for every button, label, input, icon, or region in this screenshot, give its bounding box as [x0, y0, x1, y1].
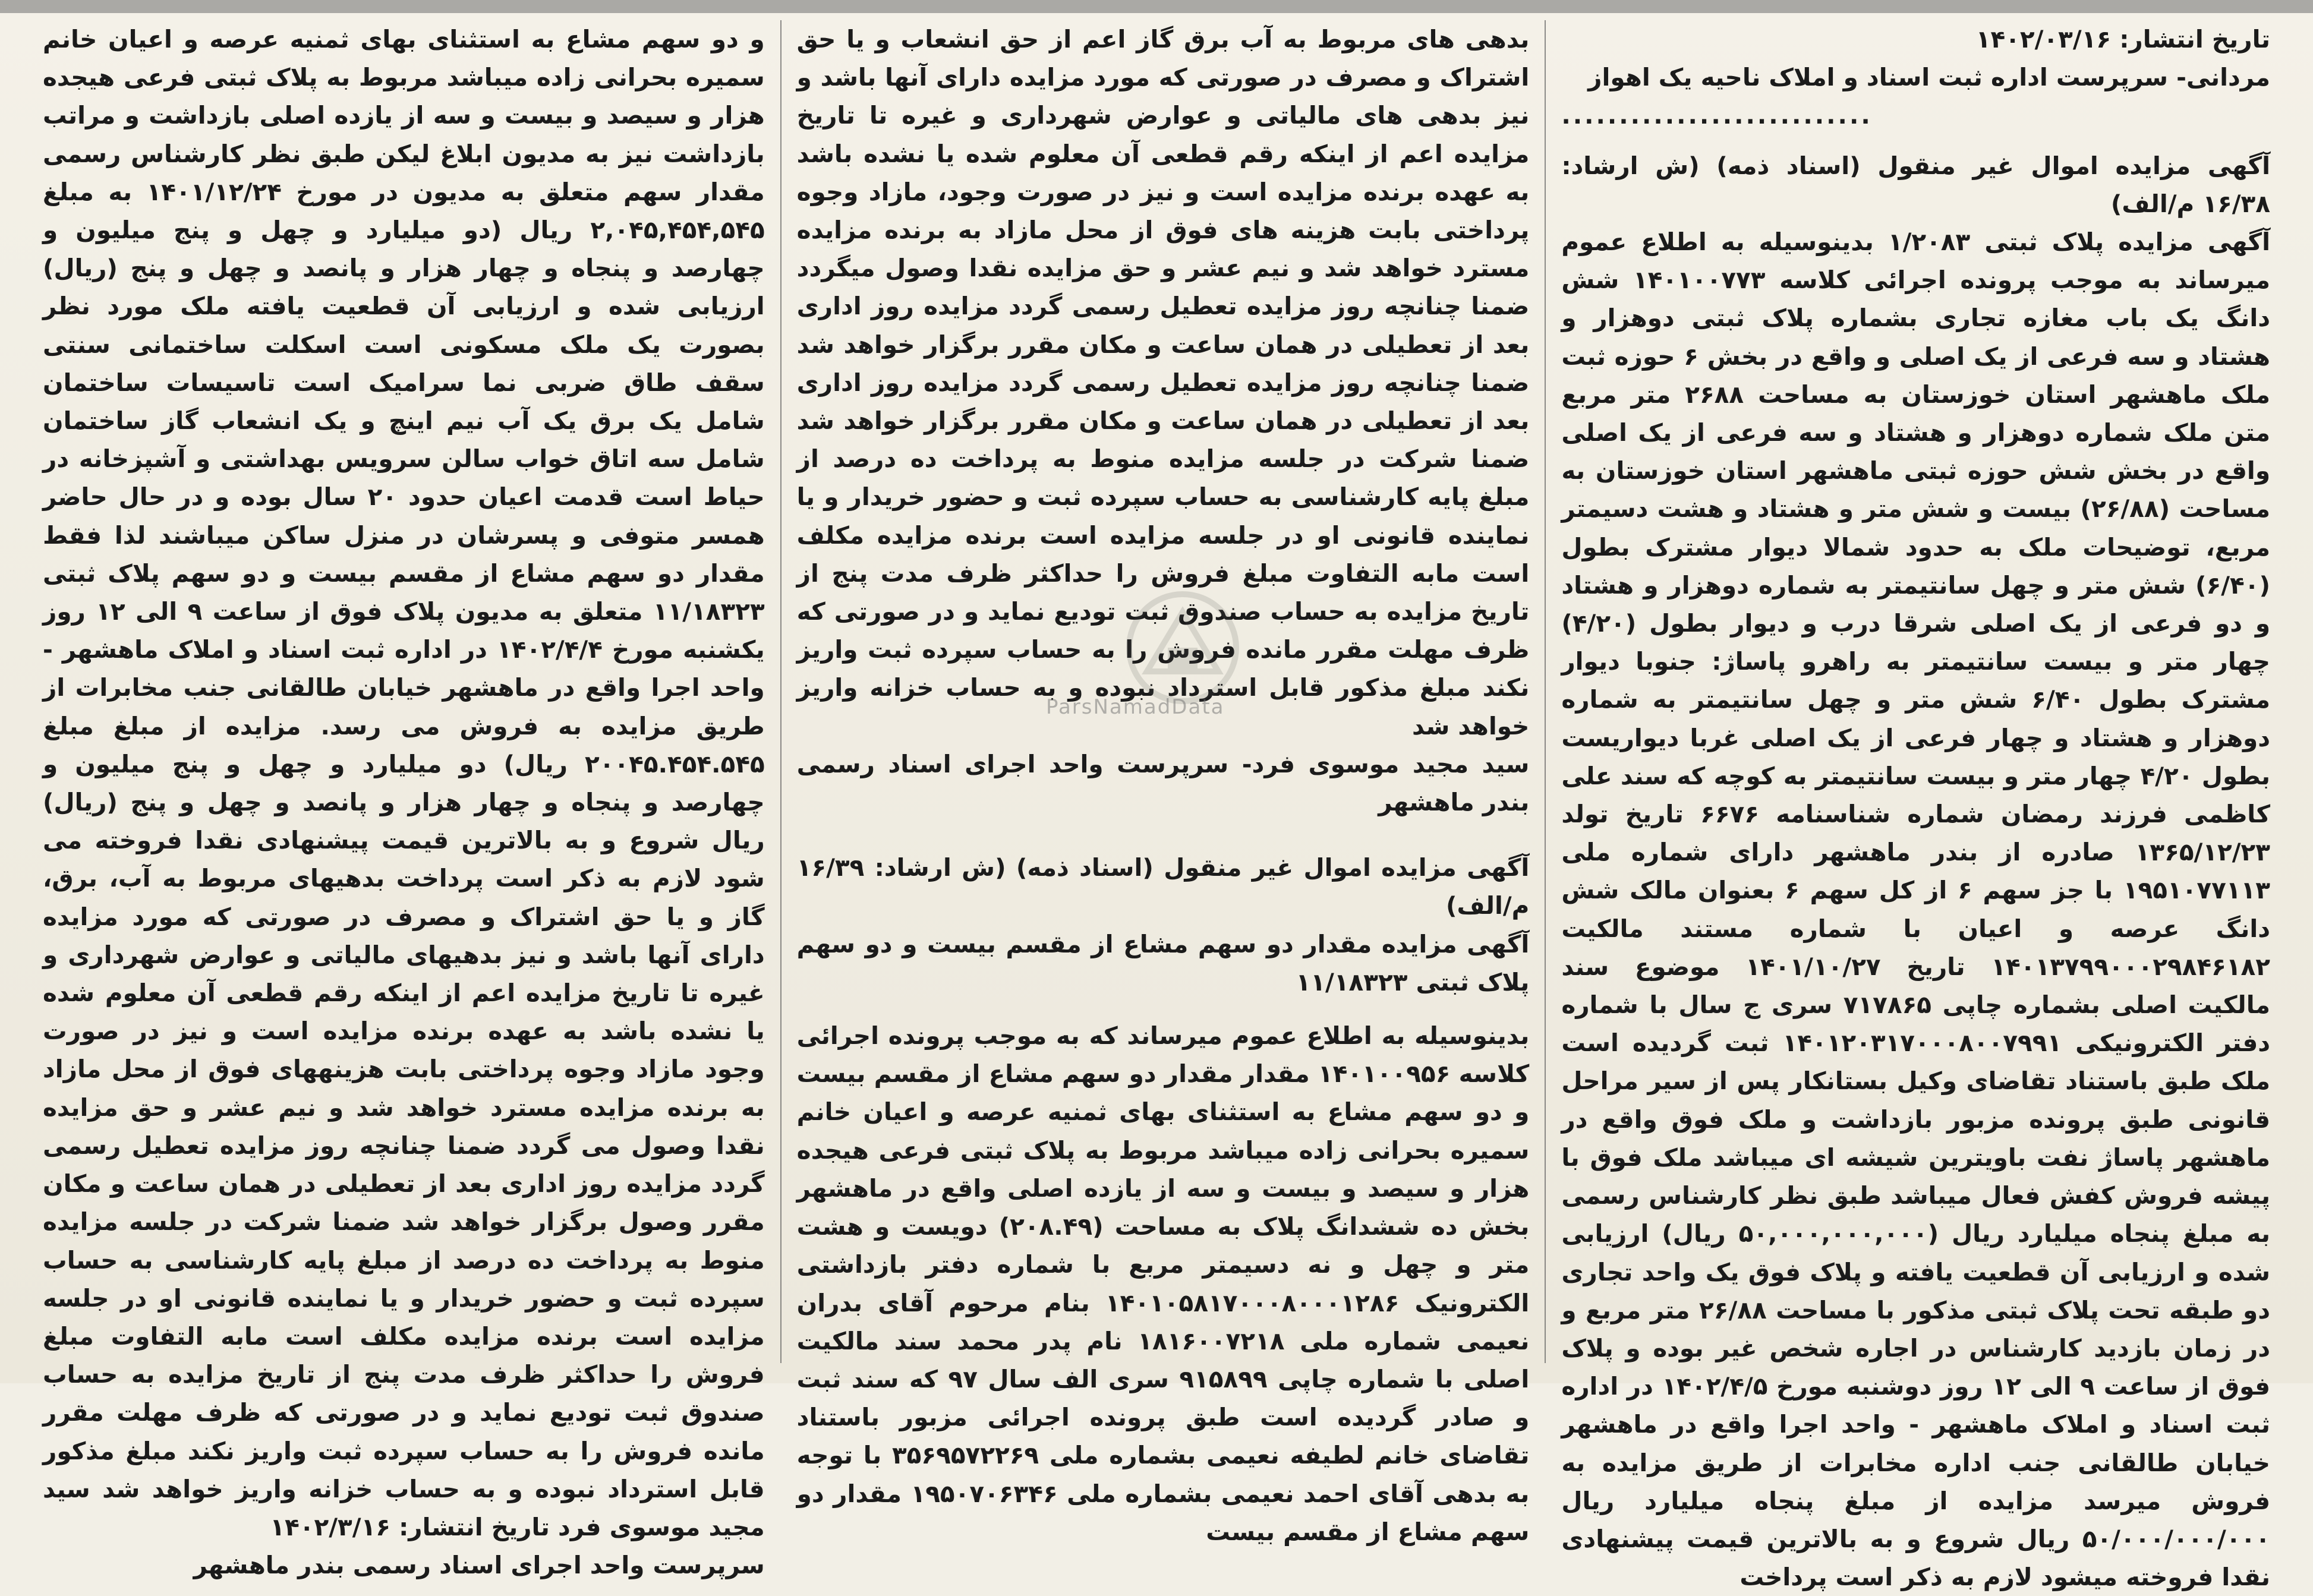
columns	[27, 20, 2286, 1592]
signer-ahvaz: مردانی- سرپرست اداره ثبت اسناد و املاک ناحیه یک اهواز	[1588, 63, 2270, 92]
watermark-text: ParsNamadData	[1046, 695, 1225, 719]
notice-heading-1: آگهی مزایده اموال غیر منقول (اسناد ذمه) (ش ارشاد: ۱۶/۳۸ م/الف)	[1561, 151, 2270, 218]
notice-heading-2: آگهی مزایده اموال غیر منقول (اسناد ذمه) (ش ارشاد: ۱۶/۳۹ م/الف)	[796, 853, 1530, 920]
notice-body-2-continued: و دو سهم مشاع به استثنای بهای ثمنیه عرصه و اعیان خانم سمیره بحرانی زاده میباشد مربوط به پلاک ثبتی فرعی هیجده هزار و سیصد و بیست و سه از یازده اصلی بازداشت و مراتب بازداشت نیز به مدیون ابلاغ لیکن طبق نظر کارشناس رسمی مقدار سهم متعلق به مدیون در مورخ ۱۴۰۱/۱۲/۲۴ به مبلغ ۲,۰۴۵,۴۵۴,۵۴۵ ریال (دو میلیارد و چهل و پنج میلیون و چهارصد و پنجاه و چهار هزار و پانصد و چهل و پنج (ریال) ارزیابی شده و ارزیابی آن قطعیت یافته ملک مورد نظر بصورت یک ملک مسکونی است اسکلت ساختمانی سنتی سقف طاق ضربی نما سرامیک است تاسیسات ساختمان شامل یک برق یک آب نیم اینچ و یک انشعاب گاز ساختمان شامل سه اتاق خواب سالن سرویس بهداشتی و آشپزخانه در حیاط است قدمت اعیان حدود ۲۰ سال بوده و در حال حاضر همسر متوفی و پسرشان در منزل ساکن میباشند لذا فقط مقدار دو سهم مشاع از مقسم بیست و دو سهم پلاک ثبتی ۱۱/۱۸۳۲۳ متعلق به مدیون پلاک فوق از ساعت ۹ الی ۱۲ روز یکشنبه مورخ ۱۴۰۲/۴/۴ در اداره ثبت اسناد و املاک ماهشهر - واحد اجرا واقع در ماهشهر خیابان طالقانی جنب مخابرات از طریق مزایده به فروش می رسد. مزایده از مبلغ مبلغ ۲۰۰۴۵.۴۵۴.۵۴۵ ریال) دو میلیارد و چهل و پنج میلیون و چهارصد و پنجاه و چهار هزار و پانصد و چهل و پنج (ریال) ریال شروع و به بالاترین قیمت پیشنهادی نقدا فروخته می شود لازم به ذکر است پرداخت بدهیهای مربوط به آب، برق، گاز و یا حق اشتراک و مصرف در صورتی که مورد مزایده دارای آنها باشد و نیز بدهیهای مالیاتی و عوارض شهرداری و غیره تا تاریخ مزایده اعم از اینکه رقم قطعی آن معلوم شده یا نشده باشد به عهده برنده مزایده است و نیز در صورت وجود مازاد وجوه پرداختی بابت هزینههای فوق از محل مازاد به برنده مزایده مسترد خواهد شد و نیم عشر و حق مزایده نقدا وصول می گردد ضمنا چنانچه روز مزایده تعطیل رسمی گردد مزایده روز اداری بعد از تعطیلی در همان ساعت و مکان مقرر وصول برگزار خواهد شد ضمنا شرکت در جلسه مزایده منوط به پرداخت ده درصد از مبلغ پایه کارشناسی به حساب سپرده ثبت و حضور خریدار و یا نماینده قانونی او در جلسه مزایده است برنده مزایده مکلف است مابه التفاوت مبلغ فروش را حداکثر ظرف مدت پنج از تاریخ مزایده به حساب صندوق ثبت تودیع نماید و در صورتی که ظرف مهلت مقرر مانده فروش را به حساب سپرده ثبت واریز نکند مبلغ مذکور قابل استرداد نبوده و به حساب خزانه واریز خواهد شد سید مجید موسوی فرد تاریخ انتشار: ۱۴۰۲/۳/۱۶	[43, 25, 765, 1541]
signer-mahshahr-2: سرپرست واحد اجرای اسناد رسمی بندر ماهشهر	[193, 1551, 765, 1580]
spacer	[797, 821, 1530, 837]
scan-edge	[0, 0, 2313, 13]
column-divider	[1545, 20, 1546, 1363]
column-right	[1546, 20, 2286, 1592]
notice-body-2: بدینوسیله به اطلاع عموم میرساند که به موجب پرونده اجرائی کلاسه ۱۴۰۱۰۰۹۵۶ مقدار مقدار دو سهم مشاع از مقسم بیست و دو سهم مشاع به استثنای بهای ثمنیه عرصه و اعیان خانم سمیره بحرانی زاده میباشد مربوط به پلاک ثبتی فرعی هیجده هزار و سیصد و بیست و سه از یازده اصلی واقع در ماهشهر بخش ده ششدانگ پلاک به مساحت (۲۰۸.۴۹) دویست و هشت متر و چهل و نه دسیمتر مربع با شماره دفتر بازداشتی الکترونیک ۱۴۰۱۰۵۸۱۷۰۰۰۸۰۰۰۱۲۸۶ بنام مرحوم آقای بدران نعیمی شماره ملی ۱۸۱۶۰۰۷۲۱۸ نام پدر محمد سند مالکیت اصلی با شماره چاپی ۹۱۵۸۹۹ سری الف سال ۹۷ که سند ثبت و صادر گردیده است طبق پرونده اجرائی مزبور باستناد تقاضای خانم لطیفه نعیمی بشماره ملی ۳۵۶۹۵۷۲۲۶۹ با توجه به بدهی آقای احمد نعیمی بشماره ملی ۱۹۵۰۷۰۶۳۴۶ مقدار دو سهم مشاع از مقسم بیست	[796, 1021, 1530, 1546]
signer-mahshahr: سید مجید موسوی فرد- سرپرست واحد اجرای اسناد رسمی بندر ماهشهر	[796, 749, 1530, 817]
notice-subheading-2: آگهی مزایده مقدار دو سهم مشاع از مقسم بیست و دو سهم پلاک ثبتی ۱۱/۱۸۳۲۳	[796, 929, 1530, 996]
notice-body-1-continued: بدهی های مربوط به آب برق گاز اعم از حق انشعاب و یا حق اشتراک و مصرف در صورتی که مورد مزایده دارای آنها باشد و نیز بدهی های مالیاتی و عوارض شهرداری و غیره تا تاریخ مزایده اعم از اینکه رقم قطعی آن معلوم شده یا نشده باشد به عهده برنده مزایده است و نیز در صورت وجود، مازاد وجوه پرداختی بابت هزینه های فوق از محل مازاد به برنده مزایده مسترد خواهد شد و نیم عشر و حق مزایده نقدا وصول میگردد ضمنا چنانچه روز مزایده تعطیل رسمی گردد مزایده روز اداری بعد از تعطیلی در همان ساعت و مکان مقرر برگزار خواهد شد ضمنا چنانچه روز مزایده تعطیل رسمی گردد مزایده روز اداری بعد از تعطیلی در همان ساعت و مکان مقرر برگزار خواهد شد ضمنا شرکت در جلسه مزایده منوط به پرداخت ده درصد از مبلغ پایه کارشناسی به حساب سپرده ثبت و حضور خریدار و یا نماینده قانونی او در جلسه مزایده است برنده مزایده مکلف است مابه التفاوت مبلغ فروش را حداکثر ظرف مدت پنج از تاریخ مزایده به حساب صندوق ثبت تودیع نماید و در صورتی که ظرف مهلت مقرر مانده فروش را به حساب سپرده ثبت واریز نکند مبلغ مذکور قابل استرداد نبوده و به حساب خزانه واریز خواهد شد	[796, 25, 1530, 740]
spacer	[797, 1001, 1530, 1017]
column-divider	[780, 20, 781, 1363]
notice-body-1: آگهی مزایده پلاک ثبتی ۱/۲۰۸۳ بدینوسیله به اطلاع عموم میرساند به موجب پرونده اجرائی کلاسه ۱۴۰۱۰۰۷۷۳ شش دانگ یک باب مغازه تجاری بشماره پلاک ثبتی دوهزار و هشتاد و سه فرعی از یک اصلی و واقع در بخش ۶ حوزه ثبت ملک ماهشهر استان خوزستان به مساحت ۲۶۸۸ متر مربع متن ملک شماره دوهزار و هشتاد و سه فرعی از یک اصلی واقع در بخش شش حوزه ثبتی ماهشهر استان خوزستان به مساحت (۲۶/۸۸) بیست و شش متر و هشتاد و هشت دسیمتر مربع، توضیحات ملک به حدود شمالا دیوار مشترک بطول (۶/۴۰) شش متر و چهل سانتیمتر به شماره دوهزار و هشتاد و دو فرعی از یک اصلی شرقا درب و دیوار بطول (۴/۲۰) چهار متر و بیست سانتیمتر به راهرو پاساژ: جنوبا دیوار مشترک بطول ۶/۴۰ شش متر و چهل سانتیمتر به شماره دوهزار و هشتاد و چهار فرعی از یک اصلی غربا دیواریست بطول ۴/۲۰ چهار متر و بیست سانتیمتر به کوچه که سند علی کاظمی فرزند رمضان شماره شناسنامه ۶۶۷۶ تاریخ تولد ۱۳۶۵/۱۲/۲۳ صادره از بندر ماهشهر دارای شماره ملی ۱۹۵۱۰۷۷۱۱۳ با جز سهم ۶ از کل سهم ۶ بعنوان مالک شش دانگ عرصه و اعیان با شماره مستند مالکیت ۱۴۰۱۳۷۹۹۰۰۰۲۹۸۴۶۱۸۲ تاریخ ۱۴۰۱/۱۰/۲۷ موضوع سند مالکیت اصلی بشماره چاپی ۷۱۷۸۶۵ سری ج سال با شماره دفتر الکترونیکی ۱۴۰۱۲۰۳۱۷۰۰۰۸۰۰۷۹۹۱ ثبت گردیده است ملک طبق باستناد تقاضای وکیل بستانکار پس از سیر مراحل قانونی طبق پرونده مزبور بازداشت و ملک فوق واقع در ماهشهر پاساژ نفت باویترین شیشه ای میباشد ملک فوق با پیشه فروش کفش فعال میباشد طبق نظر کارشناس رسمی به مبلغ پنجاه میلیارد ریال (۵۰,۰۰۰,۰۰۰,۰۰۰ ریال) ارزیابی شده و ارزیابی آن قطعیت یافته و پلاک فوق یک واحد تجاری دو طبقه تحت پلاک ثبتی مذکور با مساحت ۲۶/۸۸ متر مربع و در زمان بازدید کارشناس در اجاره شخص غیر بوده و پلاک فوق از ساعت ۹ الی ۱۲ روز دوشنبه مورخ ۱۴۰۲/۴/۵ در اداره ثبت اسناد و املاک ماهشهر - واحد اجرا واقع در ماهشهر خیابان طالقانی جنب اداره مخابرات از طریق مزایده به فروش میرسد مزایده از مبلغ پنجاه میلیارد ریال ۵۰/۰۰۰/۰۰۰/۰۰۰ ریال شروع و به بالاترین قیمت پیشنهادی نقدا فروخته میشود لازم به ذکر است پرداخت	[1561, 228, 2271, 1592]
publication-date: تاریخ انتشار: ۱۴۰۲/۰۳/۱۶	[1975, 25, 2270, 53]
column-left	[27, 20, 780, 1580]
column-middle	[781, 20, 1545, 1546]
separator-dots: ...........................	[1561, 101, 1873, 130]
